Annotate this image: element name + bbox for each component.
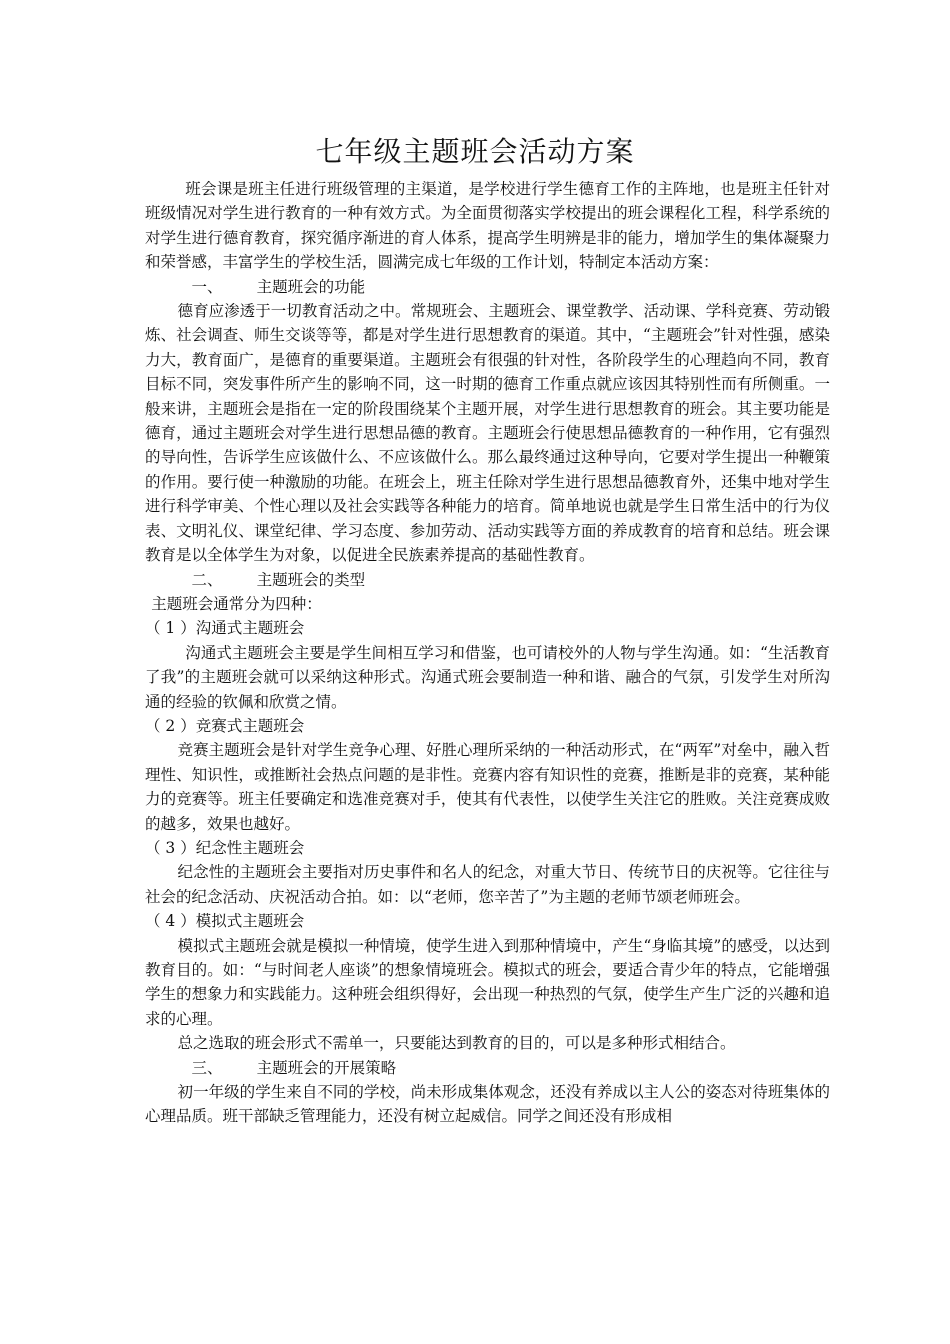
- intro-paragraph: 班会课是班主任进行班级管理的主渠道，是学校进行学生德育工作的主阵地，也是班主任针对班级情况对学生进行教育的一种有效方式。为全面贯彻落实学校提出的班会课程化工程，科学系统的对学生进行德育教育，探究循序渐进的育人体系，提高学生明辨是非的能力，增加学生的集体凝聚力和荣誉感，丰富学生的学校生活，圆满完成七年级的工作计划，特制定本活动方案：: [145, 180, 830, 272]
- section-number: 三、: [191, 1058, 223, 1077]
- section-heading-2: [145, 568, 830, 592]
- type-paragraph-2: 竞赛主题班会是针对学生竞争心理、好胜心理所采纳的一种活动形式，在“两军”对垒中，融入哲理性、知识性，或推断社会热点问题的是非性。竞赛内容有知识性的竞赛，推断是非的竞赛，某种能力的竞赛等。班主任要确定和选准竞赛对手，使其有代表性，以使学生关注它的胜败。关注竞赛成败的越多，效果也越好。: [145, 741, 830, 833]
- document-body: [145, 177, 830, 1129]
- section-1-paragraph: 德育应渗透于一切教育活动之中。常规班会、主题班会、课堂教学、活动课、学科竞赛、劳动锻炼、社会调查、师生交谈等等，都是对学生进行思想教育的渠道。其中，“主题班会”针对性强，感染力大，教育面广，是德育的重要渠道。主题班会有很强的针对性，各阶段学生的心理趋向不同，教育目标不同，突发事件所产生的影响不同，这一时期的德育工作重点就应该因其特别性而有所侧重。一般来讲，主题班会是指在一定的阶段围绕某个主题开展，对学生进行思想教育的班会。其主要功能是德育，通过主题班会对学生进行思想品德的教育。主题班会行使思想品德教育的一种作用，它有强烈的导向性，告诉学生应该做什么、不应该做什么。那么最终通过这种导向，它要对学生提出一种鞭策的作用。要行使一种激励的功能。在班会上，班主任除对学生进行思想品德教育外，还集中地对学生进行科学审美、个性心理以及社会实践等各种能力的培育。简单地说也就是学生日常生活中的行为仪表、文明礼仪、课堂纪律、学习态度、参加劳动、活动实践等方面的养成教育的培育和总结。班会课教育是以全体学生为对象，以促进全民族素养提高的基础性教育。: [145, 302, 830, 565]
- section-heading-text: 主题班会的类型: [256, 570, 366, 589]
- type-label-3: （ 3 ）纪念性主题班会: [145, 838, 305, 857]
- section-heading-text: 主题班会的功能: [256, 277, 366, 296]
- document-title: 七年级主题班会活动方案: [315, 135, 635, 168]
- type-paragraph-1: 沟通式主题班会主要是学生间相互学习和借鉴，也可请校外的人物与学生沟通。如：“生活教育了我”的主题班会就可以采纳这种形式。沟通式班会要制造一种和谐、融合的气氛，引发学生对所沟通的经验的钦佩和欣赏之情。: [145, 643, 830, 711]
- section-number: 二、: [191, 570, 223, 589]
- section-heading-3: [145, 1056, 830, 1080]
- type-paragraph-3: 纪念性的主题班会主要指对历史事件和名人的纪念，对重大节日、传统节日的庆祝等。它往往与社会的纪念活动、庆祝活动合拍。如：以“老师，您辛苦了”为主题的老师节颂老师班会。: [145, 863, 830, 906]
- type-paragraph-4: 模拟式主题班会就是模拟一种情境，使学生进入到那种情境中，产生“身临其境”的感受，以达到教育目的。如：“与时间老人座谈”的想象情境班会。模拟式的班会，要适合青少年的特点，它能增强学生的想象力和实践能力。这种班会组织得好，会出现一种热烈的气氛，使学生产生广泛的兴趣和追求的心理。: [145, 936, 830, 1028]
- section-number: 一、: [191, 277, 223, 296]
- section-heading-1: [145, 275, 830, 299]
- section-2-lead: 主题班会通常分为四种：: [151, 594, 322, 613]
- type-label-2: （ 2 ）竞赛式主题班会: [145, 716, 305, 735]
- section-2-summary: 总之选取的班会形式不需单一，只要能达到教育的目的，可以是多种形式相结合。: [177, 1034, 736, 1053]
- type-label-4: （ 4 ）模拟式主题班会: [145, 912, 305, 931]
- section-heading-text: 主题班会的开展策略: [256, 1058, 397, 1077]
- type-label-1: （ 1 ）沟通式主题班会: [145, 619, 305, 638]
- section-3-paragraph: 初一年级的学生来自不同的学校，尚未形成集体观念，还没有养成以主人公的姿态对待班集体的心理品质。班干部缺乏管理能力，还没有树立起威信。同学之间还没有形成相: [145, 1083, 830, 1126]
